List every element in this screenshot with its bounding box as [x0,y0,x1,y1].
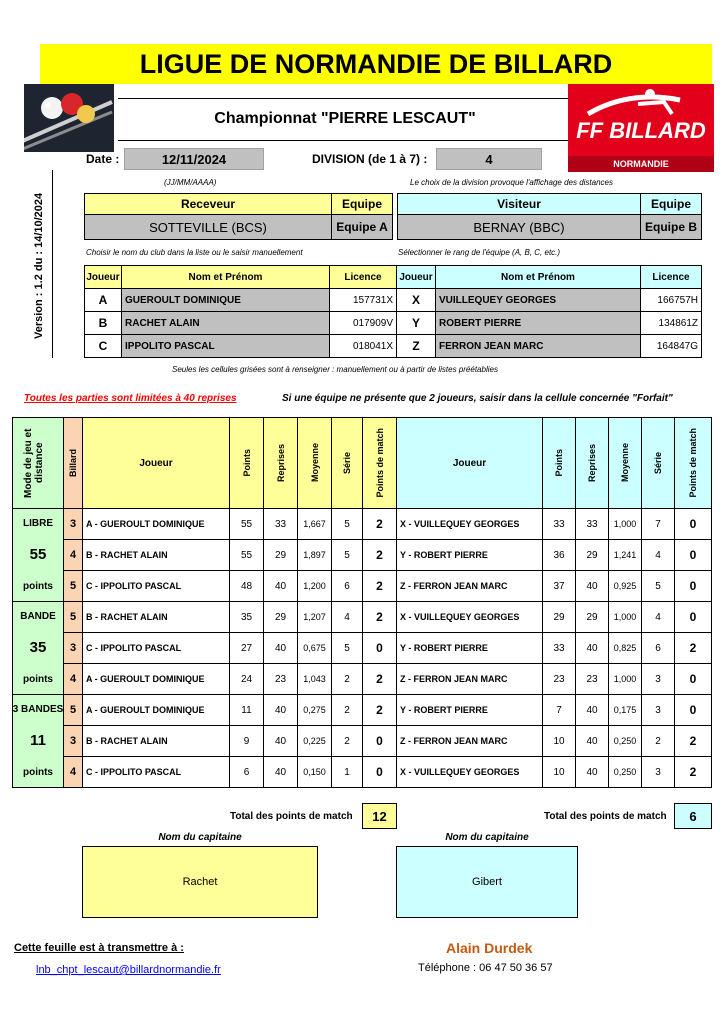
away-joueur-header: Joueur [396,265,436,289]
billard-cell: 4 [63,756,83,788]
mode-block [12,601,64,695]
away-serie-cell: 3 [641,756,675,788]
away-points-cell: 10 [542,756,576,788]
limit-note: Toutes les parties sont limitées à 40 reprises [24,393,237,404]
home-player-letter: A [84,288,122,312]
home-serie-cell: 4 [331,601,363,633]
home-serie-cell: 5 [331,508,363,540]
away-match-points-cell: 2 [674,756,712,788]
away-reprises-cell: 40 [575,725,609,757]
championship-title: Championnat "PIERRE LESCAUT" [214,110,476,127]
mode-block [12,694,64,788]
away-serie-cell: 7 [641,508,675,540]
home-moyenne-cell: 1,667 [297,508,332,540]
away-points-cell: 36 [542,539,576,571]
billard-cell: 3 [63,725,83,757]
mode-header-text: Mode de jeu et distance [23,428,45,498]
home-match-points-cell: 0 [362,632,397,664]
home-serie-cell: 2 [331,663,363,695]
mode-distance: 35 [29,639,47,657]
receveur-header: Receveur [84,193,332,215]
away-match-points-cell: 0 [674,601,712,633]
away-captain-label: Nom du capitaine [445,832,529,843]
home-serie-cell: 6 [331,570,363,602]
billard-cell: 5 [63,694,83,726]
home-captain-field[interactable]: Rachet [82,846,318,918]
mode-distance: 55 [29,546,47,564]
billard-cell: 4 [63,663,83,695]
away-moyenne-cell: 0,250 [608,756,642,788]
away-points-header [542,417,576,509]
home-match-points-cell: 2 [362,663,397,695]
billard-cell: 3 [63,508,83,540]
away-player-cell: Y - ROBERT PIERRE [396,694,543,726]
home-moyenne-cell: 0,275 [297,694,332,726]
title-rule-bottom [118,140,570,141]
home-reprises-cell: 40 [263,694,298,726]
home-points-cell: 55 [229,539,264,571]
home-points-cell: 55 [229,508,264,540]
away-match-points-cell: 0 [674,539,712,571]
mode-unit: points [23,674,53,686]
visiteur-hint: Sélectionner le rang de l'équipe (A, B, C, etc.) [398,248,561,257]
home-points-header-text: Points [241,449,252,477]
away-reprises-cell: 33 [575,508,609,540]
home-match-points-cell: 0 [362,725,397,757]
home-points-header [229,417,264,509]
ff-billard-text: FF BILLARD [576,118,706,143]
home-moyenne-cell: 1,043 [297,663,332,695]
home-moyenne-header [297,417,332,509]
away-points-cell: 33 [542,632,576,664]
home-match-points-cell: 0 [362,756,397,788]
receveur-club-field[interactable]: SOTTEVILLE (BCS) [84,214,332,240]
away-points-cell: 33 [542,508,576,540]
home-points-cell: 9 [229,725,264,757]
away-serie-cell: 2 [641,725,675,757]
away-serie-header [641,417,675,509]
home-joueur-col-header: Joueur [82,417,230,509]
away-player-name[interactable]: VUILLEQUEY GEORGES [435,288,641,312]
receveur-equipe-header: Equipe [331,193,393,215]
away-player-cell: Y - ROBERT PIERRE [396,539,543,571]
receveur-equipe-field[interactable]: Equipe A [331,214,393,240]
home-points-cell: 6 [229,756,264,788]
home-moyenne-cell: 1,200 [297,570,332,602]
away-moyenne-cell: 1,000 [608,601,642,633]
mode-block [12,508,64,602]
home-reprises-cell: 29 [263,601,298,633]
away-reprises-cell: 40 [575,570,609,602]
away-match-points-cell: 0 [674,570,712,602]
billard-cell: 3 [63,632,83,664]
receveur-hint: Choisir le nom du club dans la liste ou le saisir manuellement [86,248,303,257]
away-serie-cell: 4 [641,539,675,571]
home-player-cell: A - GUEROULT DOMINIQUE [82,508,230,540]
home-player-cell: A - GUEROULT DOMINIQUE [82,663,230,695]
visiteur-club-field[interactable]: BERNAY (BBC) [397,214,641,240]
home-licence-header: Licence [329,265,397,289]
home-reprises-cell: 33 [263,508,298,540]
away-player-cell: Y - ROBERT PIERRE [396,632,543,664]
home-serie-header [331,417,363,509]
home-reprises-cell: 23 [263,663,298,695]
away-points-cell: 23 [542,663,576,695]
home-total-value: 12 [362,803,397,829]
home-reprises-cell: 40 [263,725,298,757]
mode-distance: 11 [30,732,46,750]
home-moyenne-header-text: Moyenne [309,443,320,483]
home-player-cell: B - RACHET ALAIN [82,601,230,633]
away-player-cell: X - VUILLEQUEY GEORGES [396,601,543,633]
home-serie-cell: 5 [331,539,363,571]
home-serie-cell: 2 [331,725,363,757]
away-match-points-cell: 0 [674,508,712,540]
division-hint: Le choix de la division provoque l'affichage des distances [410,178,613,187]
home-player-letter: C [84,334,122,358]
home-points-cell: 48 [229,570,264,602]
away-moyenne-cell: 1,241 [608,539,642,571]
away-player-name[interactable]: FERRON JEAN MARC [435,334,641,358]
home-nom-header: Nom et Prénom [121,265,330,289]
date-field[interactable]: 12/11/2024 [124,148,264,170]
home-total-label: Total des points de match [230,811,353,822]
away-reprises-cell: 40 [575,694,609,726]
away-player-cell: Z - FERRON JEAN MARC [396,570,543,602]
title-rule [118,98,570,99]
away-moyenne-cell: 0,925 [608,570,642,602]
home-player-cell: B - RACHET ALAIN [82,725,230,757]
away-player-letter: Y [396,311,436,335]
away-serie-cell: 3 [641,694,675,726]
away-moyenne-cell: 0,175 [608,694,642,726]
version-label: Version : 1.2 du : 14/10/2024 [33,192,45,340]
home-points-cell: 24 [229,663,264,695]
ff-billard-region: NORMANDIE [568,156,714,172]
away-captain-field[interactable]: Gibert [396,846,578,918]
away-total-value: 6 [674,803,712,829]
home-player-cell: C - IPPOLITO PASCAL [82,756,230,788]
home-joueur-header: Joueur [84,265,122,289]
visiteur-equipe-header: Equipe [640,193,702,215]
home-captain-label: Nom du capitaine [158,832,242,843]
billard-cell: 4 [63,539,83,571]
away-player-cell: X - VUILLEQUEY GEORGES [396,508,543,540]
away-points-cell: 29 [542,601,576,633]
date-label: Date : [86,152,120,166]
away-match-points-cell: 2 [674,725,712,757]
forfait-note: Si une équipe ne présente que 2 joueurs, saisir dans la cellule concernée "Forfait" [282,393,673,404]
away-match-points-cell: 0 [674,663,712,695]
away-serie-cell: 5 [641,570,675,602]
away-pdm-header-text: Points de match [688,428,698,498]
away-player-letter: X [396,288,436,312]
home-player-name[interactable]: RACHET ALAIN [121,311,330,335]
home-points-cell: 35 [229,601,264,633]
home-reprises-header [263,417,298,509]
mode-unit: points [23,767,53,779]
away-pdm-header [674,417,712,509]
home-player-cell: C - IPPOLITO PASCAL [82,632,230,664]
version-rule [52,170,53,358]
home-serie-cell: 5 [331,632,363,664]
billard-header-text: Billard [68,448,78,477]
away-player-cell: Z - FERRON JEAN MARC [396,725,543,757]
away-reprises-header [575,417,609,509]
away-reprises-cell: 40 [575,632,609,664]
visiteur-header: Visiteur [397,193,641,215]
away-licence-header: Licence [640,265,702,289]
away-player-cell: X - VUILLEQUEY GEORGES [396,756,543,788]
home-moyenne-cell: 1,897 [297,539,332,571]
away-total-label: Total des points de match [544,811,667,822]
home-serie-cell: 2 [331,694,363,726]
mode-name: 3 BANDES [12,703,64,715]
home-moyenne-cell: 1,207 [297,601,332,633]
home-serie-header-text: Série [342,451,352,475]
away-player-letter: Z [396,334,436,358]
billard-header [63,417,83,509]
mode-name: BANDE [20,610,56,622]
ff-billard-logo [568,84,714,172]
home-reprises-cell: 40 [263,756,298,788]
transmit-label: Cette feuille est à transmettre à : [14,942,184,954]
home-player-licence[interactable]: 157731X [329,288,397,312]
home-serie-cell: 1 [331,756,363,788]
home-pdm-header [362,417,397,509]
away-moyenne-cell: 0,825 [608,632,642,664]
contact-phone: Téléphone : 06 47 50 36 57 [418,962,553,974]
home-points-cell: 27 [229,632,264,664]
home-moyenne-cell: 0,150 [297,756,332,788]
home-match-points-cell: 2 [362,570,397,602]
home-player-name[interactable]: IPPOLITO PASCAL [121,334,330,358]
home-player-licence[interactable]: 018041X [329,334,397,358]
home-match-points-cell: 2 [362,539,397,571]
home-player-cell: C - IPPOLITO PASCAL [82,570,230,602]
away-match-points-cell: 0 [674,694,712,726]
away-points-cell: 10 [542,725,576,757]
mode-header [12,417,64,509]
away-moyenne-header [608,417,642,509]
home-player-cell: A - GUEROULT DOMINIQUE [82,694,230,726]
visiteur-equipe-field[interactable]: Equipe B [640,214,702,240]
away-reprises-cell: 23 [575,663,609,695]
away-player-cell: Z - FERRON JEAN MARC [396,663,543,695]
home-reprises-cell: 40 [263,632,298,664]
away-serie-cell: 3 [641,663,675,695]
away-moyenne-cell: 1,000 [608,663,642,695]
division-label: DIVISION (de 1 à 7) : [312,152,428,166]
away-reprises-cell: 29 [575,601,609,633]
mode-unit: points [23,581,53,593]
grey-cells-note: Seules les cellules grisées sont à renseigner : manuellement ou à partir de listes préétablies [172,365,498,374]
home-player-letter: B [84,311,122,335]
transmit-email-link[interactable]: lnb_chpt_lescaut@billardnormandie.fr [36,964,221,976]
away-moyenne-header-text: Moyenne [620,443,630,483]
away-points-cell: 7 [542,694,576,726]
home-match-points-cell: 2 [362,694,397,726]
home-player-cell: B - RACHET ALAIN [82,539,230,571]
away-points-header-text: Points [554,449,564,477]
away-player-licence[interactable]: 164847G [640,334,702,358]
home-match-points-cell: 2 [362,601,397,633]
billiard-logo [24,84,114,152]
home-player-name[interactable]: GUEROULT DOMINIQUE [121,288,330,312]
page-title: LIGUE DE NORMANDIE DE BILLARD [40,44,712,84]
away-joueur-col-header: Joueur [396,417,543,509]
contact-name: Alain Durdek [446,940,533,956]
mode-name: LIBRE [23,517,53,529]
away-match-points-cell: 2 [674,632,712,664]
away-reprises-header-text: Reprises [587,443,597,483]
away-moyenne-cell: 1,000 [608,508,642,540]
division-field[interactable]: 4 [436,148,542,170]
away-nom-header: Nom et Prénom [435,265,641,289]
date-hint: (JJ/MM/AAAA) [164,178,217,187]
away-reprises-cell: 40 [575,756,609,788]
home-points-cell: 11 [229,694,264,726]
home-match-points-cell: 2 [362,508,397,540]
away-player-licence[interactable]: 134861Z [640,311,702,335]
away-reprises-cell: 29 [575,539,609,571]
away-moyenne-cell: 0,250 [608,725,642,757]
billard-cell: 5 [63,601,83,633]
home-reprises-cell: 40 [263,570,298,602]
home-reprises-header-text: Reprises [275,443,286,483]
home-moyenne-cell: 0,675 [297,632,332,664]
away-player-name[interactable]: ROBERT PIERRE [435,311,641,335]
away-serie-header-text: Série [653,451,663,475]
home-pdm-header-text: Points de match [374,428,385,498]
home-reprises-cell: 29 [263,539,298,571]
home-moyenne-cell: 0,225 [297,725,332,757]
away-serie-cell: 4 [641,601,675,633]
away-points-cell: 37 [542,570,576,602]
away-serie-cell: 6 [641,632,675,664]
billard-cell: 5 [63,570,83,602]
home-player-licence[interactable]: 017909V [329,311,397,335]
away-player-licence[interactable]: 166757H [640,288,702,312]
